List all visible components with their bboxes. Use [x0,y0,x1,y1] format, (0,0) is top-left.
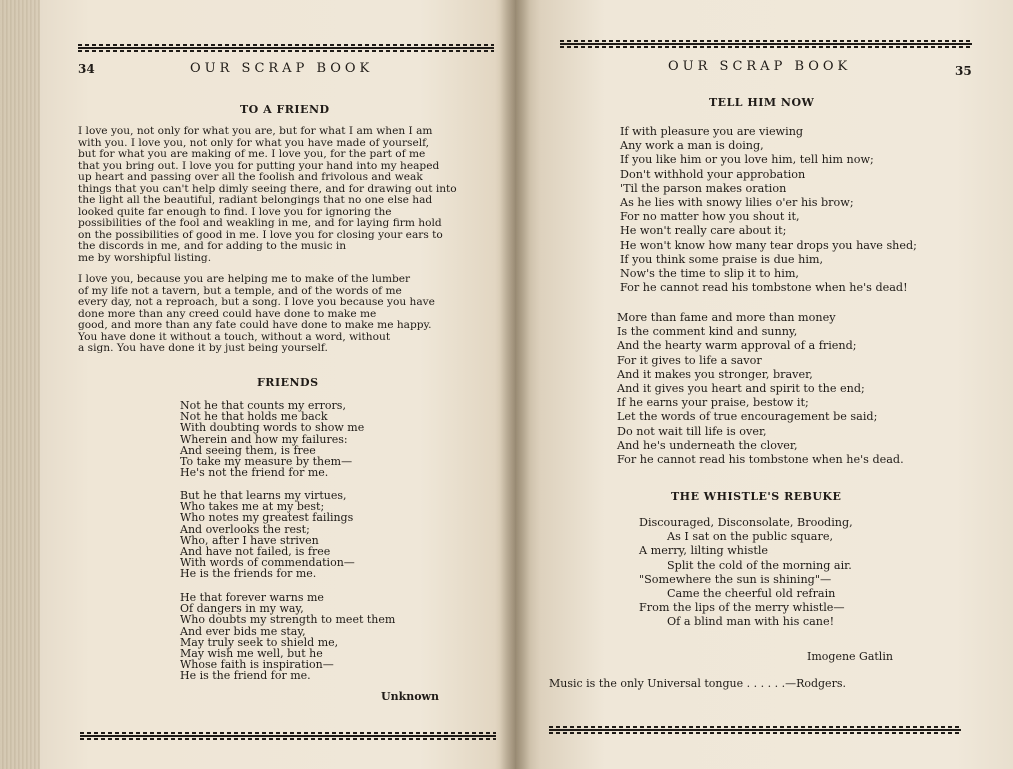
stanza [617,311,904,467]
text-line: I love you, not only for what you are, but for what I am when I am [78,125,433,137]
verse-line: As he lies with snowy lilies o'er his brow; [620,195,854,209]
verse-line: Split the cold of the morning air. [667,558,852,572]
verse-line: And the hearty warm approval of a friend; [617,339,857,353]
verse-line: More than fame and more than money [617,311,836,324]
text-line: me by worshipful listing. [78,251,212,264]
stanza [620,125,917,295]
verse-line: Don't withhold your approbation [620,167,806,181]
running-header: OUR SCRAP BOOK [668,59,852,74]
text-line: the light all the beautiful, radiant belongings that no one else had [78,194,433,206]
poem-title: TO A FRIEND [240,103,330,116]
verse-line: With doubting words to show me [180,421,365,435]
verse-line: And he's underneath the clover, [617,438,798,452]
verse-line: If you like him or you love him, tell him now; [620,153,874,167]
verse-line: For no matter how you shout it, [620,210,800,224]
verse-line: Not he that holds me back [180,410,328,424]
verse-line: Discouraged, Disconsolate, Brooding, [639,516,853,529]
bottom-ornamental-rule [80,732,496,740]
verse-line: And ever bids me stay, [180,624,306,638]
verse-line: Let the words of true encouragement be said; [617,410,878,424]
verse-line: Do not wait till life is over, [617,424,767,438]
text-line: You have done it without a touch, without a word, without [78,330,391,343]
verse-line: Who, after I have striven [180,533,319,547]
stanza [639,516,853,630]
text-line: with you. I love you, not only for what you have made of yourself, [78,136,430,149]
verse-line: Who takes me at my best; [180,500,325,514]
text-line: the discords in me, and for adding to the music in [78,240,347,252]
verse-line: From the lips of the merry whistle— [639,601,845,615]
text-line: possibilities of the fool and weakling in me, and for laying firm hold [78,217,442,229]
right-page [515,0,1013,769]
verse-line: He won't know how many tear drops you have shed; [620,238,917,252]
verse-line: He is the friends for me. [180,567,317,581]
stanza [180,490,355,580]
verse-line: Who doubts my strength to meet them [180,613,396,627]
poem-title: THE WHISTLE'S REBUKE [671,490,842,503]
running-header: OUR SCRAP BOOK [190,61,374,76]
poem-title: TELL HIM NOW [709,96,815,109]
text-line: a sign. You have done it by just being yourself. [78,342,328,354]
verse-line: A merry, lilting whistle [639,544,769,558]
verse-line: He that forever warns me [180,591,324,604]
verse-line: "Somewhere the sun is shining"— [639,572,832,586]
verse-line: Not he that counts my errors, [180,399,346,412]
text-line: I love you, because you are helping me to make of the lumber [78,273,411,285]
top-ornamental-rule [560,40,972,48]
verse-line: Any work a man is doing, [620,139,764,153]
footer-quote: Music is the only Universal tongue . . . . . .—Rodgers. [549,677,846,690]
verse-line: He is the friend for me. [180,669,311,683]
verse-line: And it makes you stronger, braver, [617,367,813,381]
text-line: done more than any creed could have done to make me [78,307,377,320]
book-gutter [500,0,530,769]
verse-line: To take my measure by them— [180,454,353,468]
verse-line: Of a blind man with his cane! [667,615,835,629]
text-line: of my life not a tavern, but a temple, and of the words of me [78,284,402,297]
text-line: that you bring out. I love you for putting your hand into my heaped [78,159,440,172]
prose-paragraph [78,274,435,355]
text-line: looked quite far enough to find. I love you for ignoring the [78,205,392,218]
page-number: 35 [955,64,972,78]
verse-line: Came the cheerful old refrain [667,586,836,600]
text-line: but for what you are making of me. I love you, for the part of me [78,148,426,160]
poem-author: Imogene Gatlin [807,650,893,663]
verse-line: And overlooks the rest; [180,522,310,536]
stanza [180,592,395,682]
verse-line: Is the comment kind and sunny, [617,325,798,339]
verse-line: Now's the time to slip it to him, [620,266,799,280]
text-line: on the possibilities of good in me. I love you for closing your ears to [78,228,443,241]
text-line: every day, not a reproach, but a song. I love you because you have [78,296,435,308]
prose-paragraph [78,126,457,264]
verse-line: Of dangers in my way, [180,602,304,616]
verse-line: But he that learns my virtues, [180,489,347,502]
bottom-ornamental-rule [549,726,961,734]
verse-line: If you think some praise is due him, [620,252,824,266]
verse-line: For he cannot read his tombstone when he's dead. [617,452,904,466]
poem-author: Unknown [381,690,440,703]
page-number: 34 [78,62,95,76]
verse-line: May wish me well, but he [180,646,323,660]
page-edges [0,0,40,769]
verse-line: And seeing them, is free [180,443,316,457]
verse-line: May truly seek to shield me, [180,635,339,649]
poem-title: FRIENDS [257,376,319,389]
top-ornamental-rule [78,44,494,52]
verse-line: He's not the friend for me. [180,466,329,480]
verse-line: Whose faith is inspiration— [180,658,334,672]
verse-line: And it gives you heart and spirit to the end; [617,381,865,395]
verse-line: If he earns your praise, bestow it; [617,396,809,410]
verse-line: Who notes my greatest failings [180,511,354,525]
verse-line: And have not failed, is free [180,544,331,558]
verse-line: He won't really care about it; [620,224,787,238]
verse-line: As I sat on the public square, [667,530,833,544]
verse-line: If with pleasure you are viewing [620,125,804,138]
text-line: good, and more than any fate could have done to make me happy. [78,319,432,331]
stanza [180,400,364,478]
verse-line: For he cannot read his tombstone when he's dead! [620,281,908,295]
verse-line: 'Til the parson makes oration [620,181,787,195]
verse-line: Wherein and how my failures: [180,432,348,446]
verse-line: With words of commendation— [180,556,355,570]
verse-line: For it gives to life a savor [617,353,762,367]
text-line: things that you can't help dimly seeing there, and for drawing out into [78,182,457,195]
text-line: up heart and passing over all the foolish and frivolous and weak [78,171,423,183]
